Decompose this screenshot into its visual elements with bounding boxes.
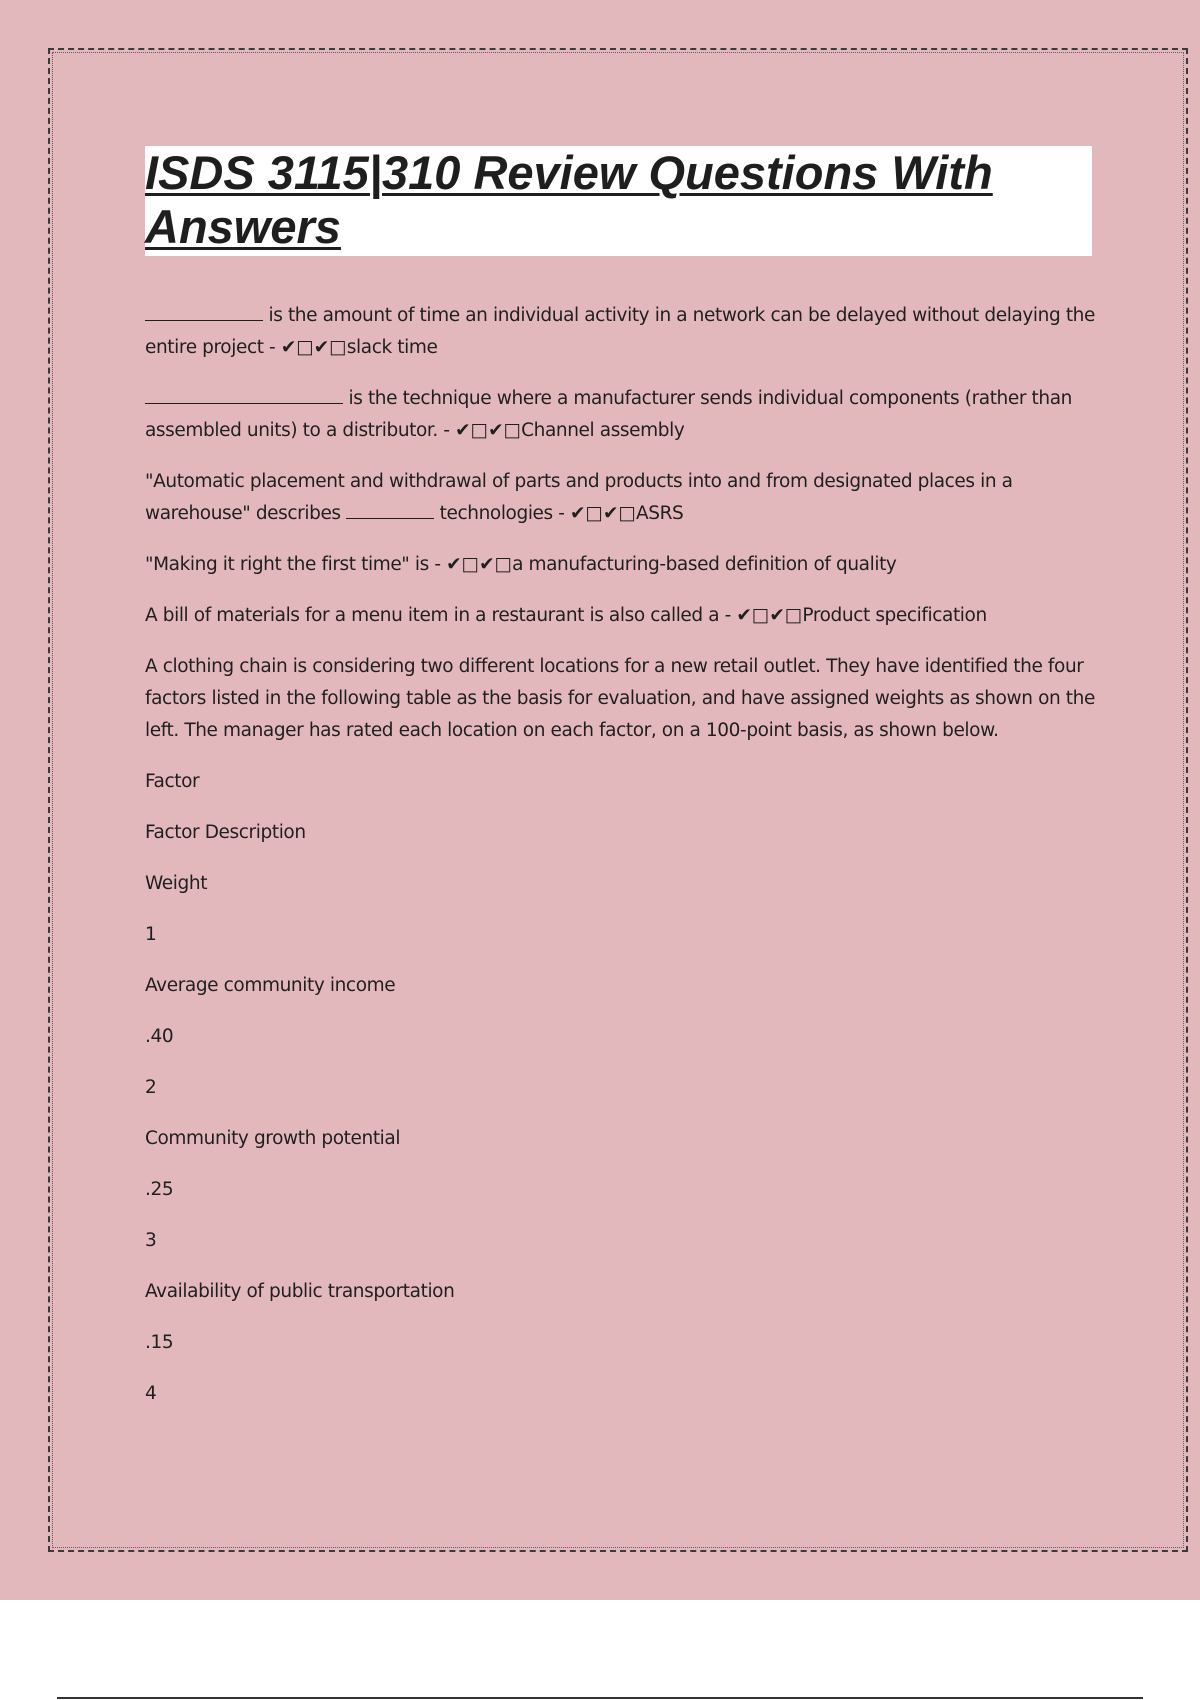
answer-marker: ✔□✔□ bbox=[280, 337, 347, 358]
answer-marker: ✔□✔□ bbox=[446, 554, 513, 575]
question-4 bbox=[145, 549, 1095, 581]
table-line: Factor Description bbox=[145, 822, 306, 843]
question-text: "Making it right the first time" is - bbox=[145, 554, 447, 575]
question-3 bbox=[145, 466, 1095, 530]
table-line: Community growth potential bbox=[145, 1128, 401, 1149]
answer-text: ASRS bbox=[635, 503, 684, 524]
table-line: 1 bbox=[145, 924, 157, 945]
footer-divider bbox=[57, 1697, 1143, 1699]
question-1 bbox=[145, 300, 1095, 364]
document-body bbox=[145, 300, 1095, 1429]
table-line: 4 bbox=[145, 1383, 157, 1404]
table-line: Average community income bbox=[145, 975, 396, 996]
answer-marker: ✔□✔□ bbox=[736, 605, 803, 626]
table-line: 3 bbox=[145, 1230, 157, 1251]
document-title: ISDS 3115|310 Review Questions With Answers bbox=[145, 146, 993, 253]
answer-marker: ✔□✔□ bbox=[455, 420, 522, 441]
question-6 bbox=[145, 651, 1095, 747]
answer-text: Product specification bbox=[802, 605, 987, 626]
table-line: Availability of public transportation bbox=[145, 1281, 455, 1302]
question-text-continued: technologies - bbox=[434, 503, 571, 524]
answer-text: a manufacturing-based definition of quality bbox=[512, 554, 897, 575]
table-line: .15 bbox=[145, 1332, 174, 1353]
table-line: .40 bbox=[145, 1026, 174, 1047]
table-line: .25 bbox=[145, 1179, 174, 1200]
table-line: Factor bbox=[145, 771, 200, 792]
answer-marker: ✔□✔□ bbox=[570, 503, 636, 524]
table-line: Weight bbox=[145, 873, 208, 894]
answer-blank bbox=[346, 498, 434, 519]
question-text: A bill of materials for a menu item in a restaurant is also called a - bbox=[145, 605, 737, 626]
question-text: is the amount of time an individual activity in a network can be delayed without delaying the entire project - bbox=[145, 305, 1095, 358]
table-line: 2 bbox=[145, 1077, 157, 1098]
title-box bbox=[145, 146, 1092, 256]
question-2 bbox=[145, 383, 1095, 447]
answer-text: Channel assembly bbox=[521, 420, 685, 441]
answer-blank bbox=[145, 383, 343, 404]
answer-text: slack time bbox=[346, 337, 438, 358]
question-text: is the technique where a manufacturer sends individual components (rather than assembled units) to a distributor. - bbox=[145, 388, 1072, 441]
question-text: A clothing chain is considering two different locations for a new retail outlet. They have identified the four factors listed in the following table as the basis for evaluation, and have assigned weights as shown on the left. The manager has rated each location on each factor, on a 100-point basis, as shown below. bbox=[145, 656, 1095, 741]
question-5 bbox=[145, 600, 1095, 632]
question-text: "Automatic placement and withdrawal of parts and products into and from designated places in a warehouse" describes bbox=[145, 471, 1013, 524]
answer-blank bbox=[145, 300, 263, 321]
